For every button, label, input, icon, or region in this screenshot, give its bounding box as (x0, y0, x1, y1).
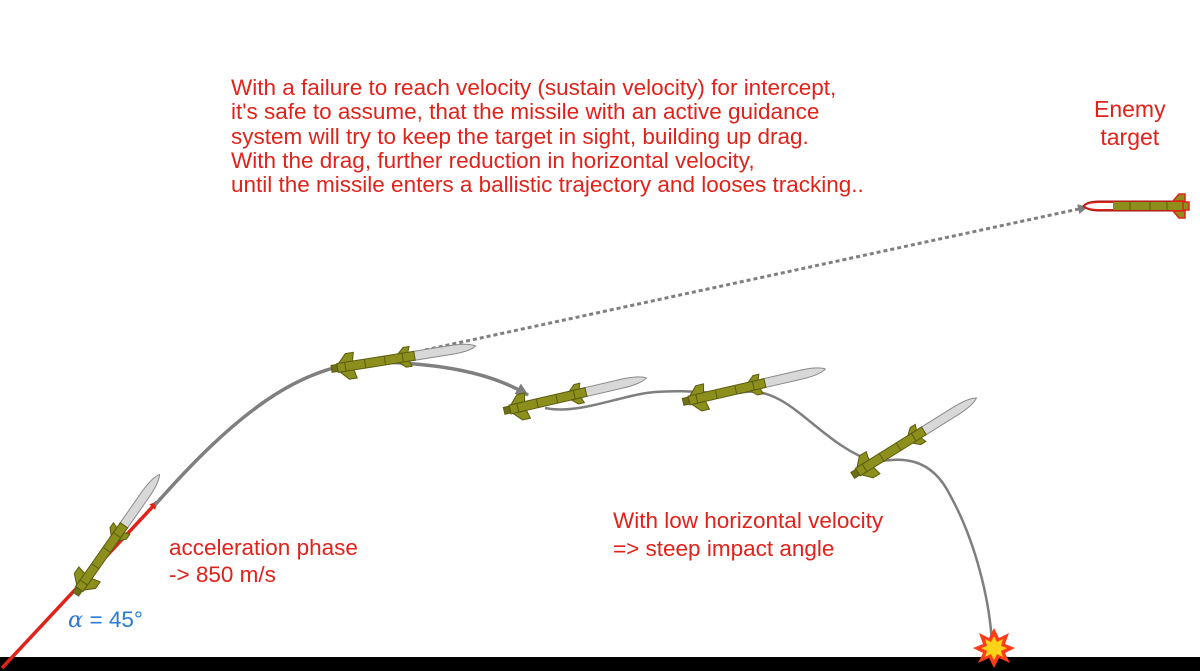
annotation-line: With a failure to reach velocity (sustain velocity) for intercept, (231, 75, 837, 100)
low-velocity-label-line: With low horizontal velocity (613, 508, 884, 533)
enemy-target-icon (1083, 194, 1189, 218)
missile-icon (680, 356, 828, 414)
annotation-line: it's safe to assume, that the missile with an active guidance (231, 99, 820, 125)
missile-icon (65, 467, 170, 602)
enemy-label-line: Enemy (1094, 96, 1166, 122)
annotation-line: With the drag, further reduction in horizontal velocity, (231, 147, 755, 173)
missile-icon (330, 333, 478, 382)
acceleration-label-line: acceleration phase (169, 535, 358, 560)
annotation-line: system will try to keep the target in sight, building up drag. (231, 123, 809, 149)
explosion-icon (973, 628, 1015, 668)
low-velocity-label (613, 507, 883, 563)
annotation-line: until the missile enters a ballistic trajectory and looses tracking.. (231, 172, 864, 198)
failure-annotation (231, 76, 864, 197)
climb-trajectory (155, 362, 380, 505)
acceleration-label-line: -> 850 m/s (169, 562, 276, 587)
enemy-label-line: target (1100, 124, 1160, 150)
ground-line (0, 657, 1200, 671)
alpha-symbol: α (68, 607, 84, 633)
enemy-target-label (1094, 95, 1166, 151)
acceleration-label (169, 534, 358, 588)
angle-value: = 45° (89, 607, 143, 632)
turn-trajectory-arrow (380, 362, 528, 395)
missile-icon (501, 365, 649, 423)
launch-angle-label (68, 607, 143, 633)
missile-icon (846, 387, 984, 486)
low-velocity-label-line: => steep impact angle (613, 536, 835, 561)
intercept-path-dashed (425, 207, 1088, 350)
